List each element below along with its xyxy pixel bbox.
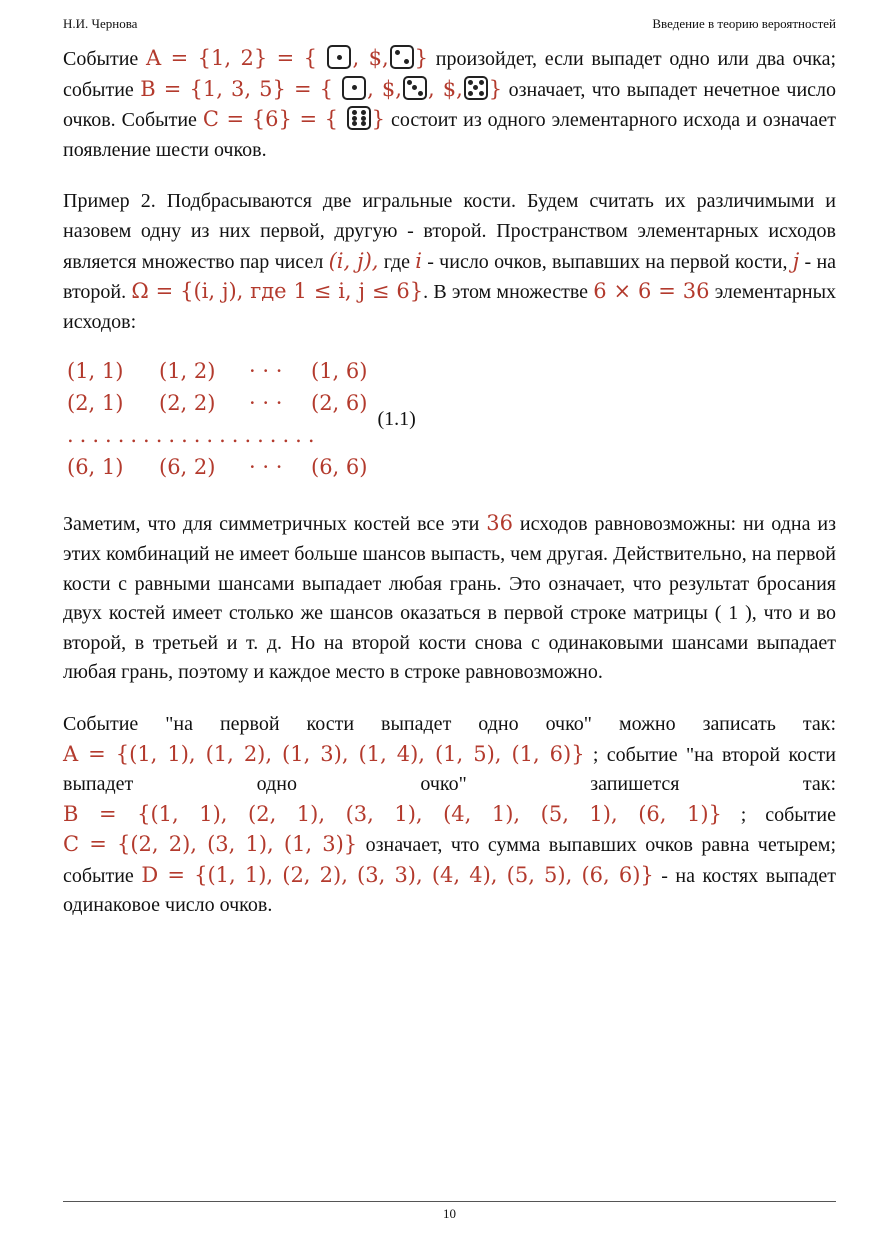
matrix-dots-row: .................... <box>67 423 321 448</box>
header-title: Введение в теорию вероятностей <box>652 16 836 31</box>
text: Событие <box>63 48 139 70</box>
text: Заметим, что для симметричных костей все эти <box>63 513 480 536</box>
text: - на второй. <box>63 250 837 304</box>
text: исходов равновозможны: ни одна из этих комбинаций не имеет больше шансов выпасть, чем другая. Действительно, на первой кости с равными шансами выпадает любая грань. Это означает, что результат бросания двух костей имеет столько же шансов оказаться в первой строке матрицы ( 1 ), что и во второй, в третьей и т. д. Но на второй кости снова с одинаковыми шансами выпадает любая грань, поэтому и каждое место в строке равновозможно. <box>63 513 837 684</box>
die-five-icon <box>464 76 488 100</box>
formula-A: A = {1, 2} = { , $, } <box>146 46 429 70</box>
formula-C: C = {6} = { } <box>202 107 386 132</box>
text: ; событие "на второй кости выпадет одно очко" запишется так: <box>63 743 836 796</box>
formula-event-B: B = {(1, 1), (2, 1), (3, 1), (4, 1), (5, 1), (6, 1)} <box>63 801 722 826</box>
die-one-icon <box>327 45 351 69</box>
text: где <box>383 250 411 273</box>
formula-36: 36 <box>486 511 513 536</box>
text: Событие "на первой кости выпадет одно очко" можно записать так: <box>63 712 836 735</box>
page-body <box>63 44 836 921</box>
die-one-icon <box>342 76 366 100</box>
formula-omega: Ω = {(i, j), где 1 ≤ i, j ≤ 6} <box>131 279 424 304</box>
formula-pair: (i, j), <box>328 248 379 273</box>
formula-i: i <box>415 248 422 273</box>
page-number: 10 <box>443 1206 456 1221</box>
matrix-row: (1, 1) (1, 2) · · · (1, 6) <box>67 359 368 384</box>
text: - число очков, выпавших на первой кости, <box>427 250 788 273</box>
matrix-row: (2, 1) (2, 2) · · · (2, 6) <box>67 391 368 416</box>
equation-number: (1.1) <box>377 407 416 430</box>
text: произойдет, если выпадет одно или два очка; событие <box>63 48 837 101</box>
text: означает, что сумма выпавших очков равна четырем; событие <box>63 834 836 887</box>
header-author: Н.И. Чернова <box>63 16 138 31</box>
text: Пример 2. Подбрасываются две игральные кости. Будем считать их различимыми и назовем одну из них первой, другую - второй. Пространством элементарных исходов является множество пар чисел <box>63 190 836 273</box>
text: элементарных исходов: <box>63 281 837 333</box>
paragraph-events <box>63 44 836 165</box>
page-footer <box>63 1201 836 1222</box>
die-two-icon <box>390 45 414 69</box>
die-three-icon <box>403 76 427 100</box>
matrix-body <box>67 355 367 483</box>
text: - на костях выпадет одинаковое число очков. <box>63 864 836 917</box>
formula-36: 6 × 6 = 36 <box>593 279 710 304</box>
formula-event-A: A = {(1, 1), (1, 2), (1, 3), (1, 4), (1, 5), (1, 6)} <box>63 741 585 766</box>
formula-event-D: D = {(1, 1), (2, 2), (3, 3), (4, 4), (5, 5), (6, 6)} <box>141 862 654 887</box>
paragraph-events-examples <box>63 710 836 921</box>
paragraph-example-2 <box>63 187 836 337</box>
paragraph-equiprobable <box>63 509 836 688</box>
page-header <box>63 16 836 32</box>
outcome-matrix <box>63 355 836 483</box>
text: . В этом множестве <box>423 281 589 304</box>
die-six-icon <box>347 106 371 130</box>
matrix-row: (6, 1) (6, 2) · · · (6, 6) <box>67 455 368 480</box>
formula-B: B = {1, 3, 5} = { , $, , $, } <box>140 76 503 101</box>
text: состоит из одного элементарного исхода и означает появление шести очков. <box>63 109 837 161</box>
text: означает, что выпадет нечетное число очков. Событие <box>63 78 837 132</box>
text: ; событие <box>740 803 837 826</box>
formula-j: j <box>792 248 800 273</box>
formula-event-C: C = {(2, 2), (3, 1), (1, 3)} <box>63 832 358 857</box>
